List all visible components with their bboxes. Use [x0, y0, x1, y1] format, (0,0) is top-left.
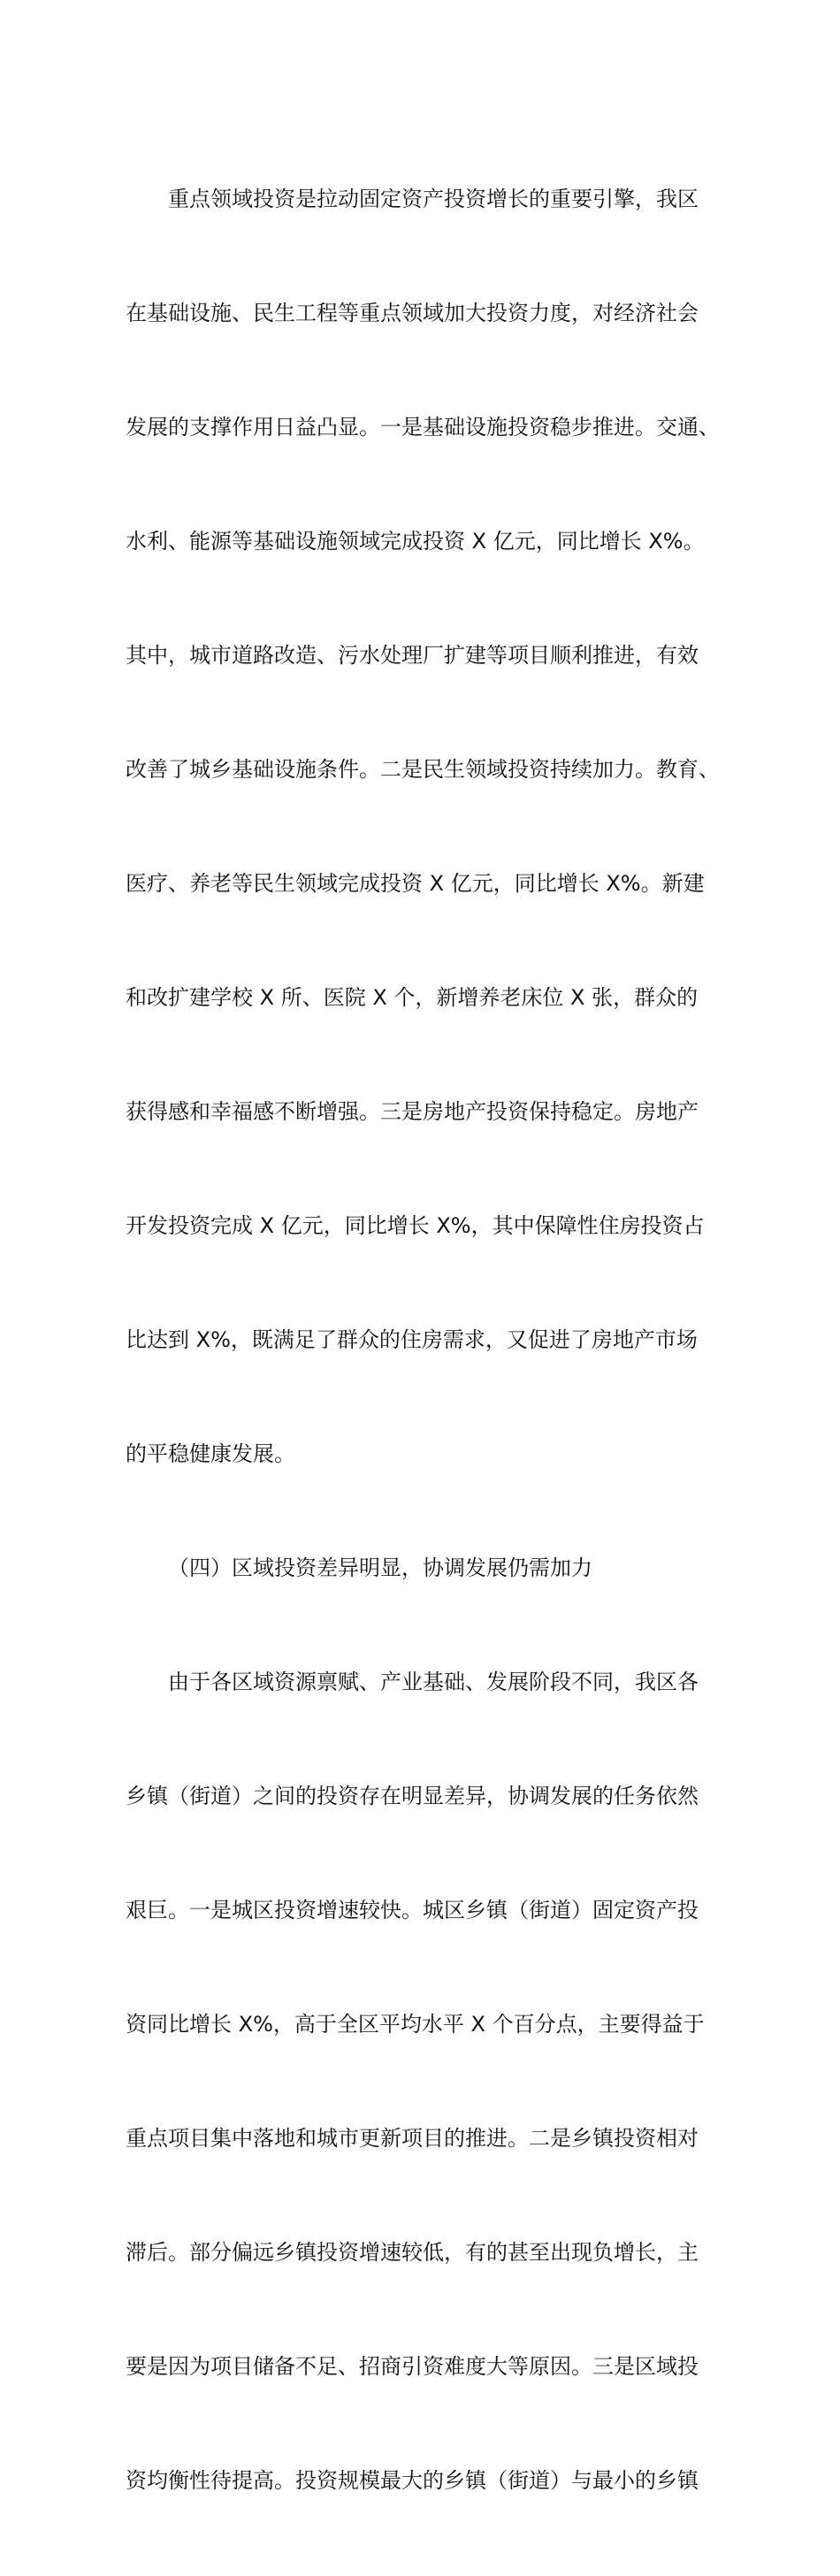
document-body: [126, 104, 720, 2576]
paragraph-line: 由于各区域资源禀赋、产业基础、发展阶段不同，我区各: [168, 1670, 699, 1694]
paragraph-line: 重点项目集中落地和城市更新项目的推进。二是乡镇投资相对: [126, 2126, 699, 2151]
section-heading: （四）区域投资差异明显，协调发展仍需加力: [168, 1556, 592, 1580]
paragraph-line: 其中，城市道路改造、污水处理厂扩建等项目顺利推进，有效: [126, 643, 699, 668]
paragraph-regional-differences: [126, 1587, 720, 2576]
paragraph-line: 乡镇（街道）之间的投资存在明显差异，协调发展的任务依然: [126, 1784, 699, 1808]
paragraph-line: 要是因为项目储备不足、招商引资难度大等原因。三是区域投: [126, 2354, 699, 2379]
paragraph-line: 改善了城乡基础设施条件。二是民生领域投资持续加力。教育、: [126, 757, 720, 782]
paragraph-line: 开发投资完成 X 亿元，同比增长 X%，其中保障性住房投资占: [126, 1213, 705, 1238]
paragraph-line: 医疗、养老等民生领域完成投资 X 亿元，同比增长 X%。新建: [126, 871, 705, 896]
paragraph-line: 比达到 X%，既满足了群众的住房需求，又促进了房地产市场: [126, 1327, 698, 1352]
paragraph-line: 水利、能源等基础设施领域完成投资 X 亿元，同比增长 X%。: [126, 529, 705, 554]
paragraph-line: 艰巨。一是城区投资增速较快。城区乡镇（街道）固定资产投: [126, 1898, 699, 1922]
paragraph-line: 获得感和幸福感不断增强。三是房地产投资保持稳定。房地产: [126, 1099, 699, 1124]
paragraph-line: 资均衡性待提高。投资规模最大的乡镇（街道）与最小的乡镇: [126, 2468, 699, 2493]
paragraph-line: 滞后。部分偏远乡镇投资增速较低，有的甚至出现负增长，主: [126, 2240, 699, 2265]
paragraph-line: 发展的支撑作用日益凸显。一是基础设施投资稳步推进。交通、: [126, 415, 720, 440]
paragraph-line: 的平稳健康发展。: [126, 1441, 295, 1466]
paragraph-key-investment: [126, 104, 720, 1549]
paragraph-line: 重点领域投资是拉动固定资产投资增长的重要引擎，我区: [168, 187, 699, 211]
paragraph-line: 在基础设施、民生工程等重点领域加大投资力度，对经济社会: [126, 301, 699, 325]
paragraph-line: 和改扩建学校 X 所、医院 X 个，新增养老床位 X 张，群众的: [126, 985, 699, 1010]
paragraph-line: 资同比增长 X%，高于全区平均水平 X 个百分点，主要得益于: [126, 2012, 705, 2037]
